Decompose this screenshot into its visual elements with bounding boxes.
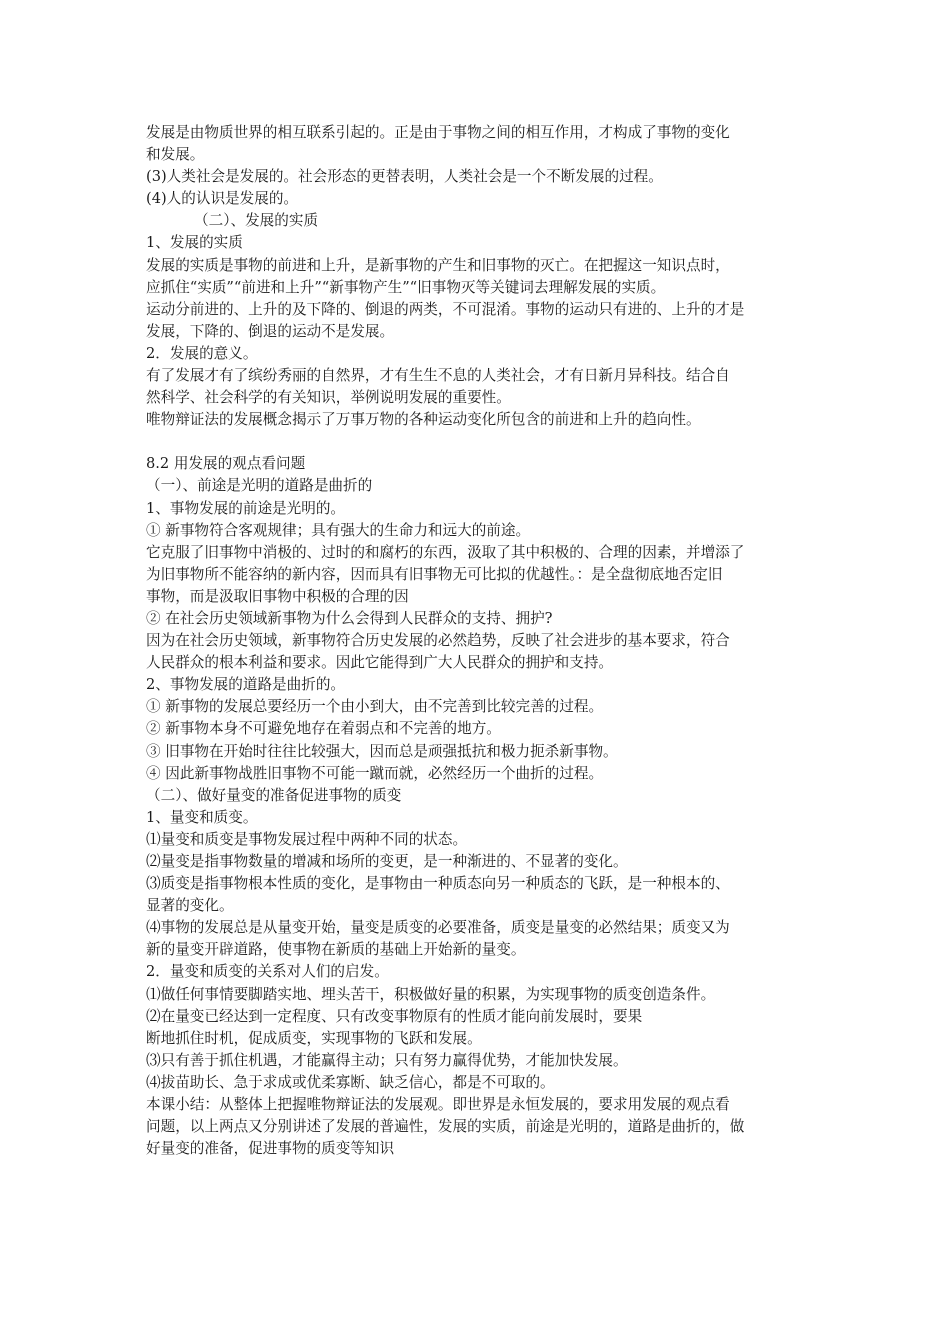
text-line: ⑵在量变已经达到一定程度、只有改变事物原有的性质才能向前发展时，要果: [146, 1007, 643, 1025]
text-line: 断地抓住时机，促成质变，实现事物的飞跃和发展。: [146, 1029, 482, 1047]
text-line: ⑴量变和质变是事物发展过程中两种不同的状态。: [146, 830, 468, 848]
text-line: 新的量变开辟道路，使事物在新质的基础上开始新的量变。: [146, 941, 526, 959]
text-line: 1、量变和质变。: [146, 808, 258, 826]
text-line: ⑷事物的发展总是从量变开始，量变是质变的必要准备，质变是量变的必然结果；质变又为: [146, 919, 730, 937]
text-line: ⑴做任何事情要脚踏实地、埋头苦干，积极做好量的积累，为实现事物的质变创造条件。: [146, 985, 716, 1003]
text-line: 人民群众的根本利益和要求。因此它能得到广大人民群众的拥护和支持。: [146, 654, 614, 672]
text-line: 因为在社会历史领域，新事物符合历史发展的必然趋势，反映了社会进步的基本要求，符合: [146, 632, 730, 650]
text-line: 2．发展的意义。: [146, 344, 258, 362]
text-line: 显著的变化。: [146, 897, 234, 915]
text-line: 运动分前进的、上升的及下降的、倒退的两类，不可混淆。事物的运动只有进的、上升的才是: [146, 300, 745, 318]
text-line: 和发展。: [146, 146, 205, 164]
text-line: 好量变的准备，促进事物的质变等知识: [146, 1140, 395, 1158]
text-line: 2、事物发展的道路是曲折的。: [146, 676, 346, 694]
text-line: 应抓住“实质”“前进和上升”“新事物产生”“旧事物灭等关键词去理解发展的实质。: [146, 278, 666, 296]
text-line: ② 新事物本身不可避免地存在着弱点和不完善的地方。: [146, 720, 501, 738]
text-line: ⑶质变是指事物根本性质的变化，是事物由一种质态向另一种质态的飞跃，是一种根本的、: [146, 875, 730, 893]
text-line: 然科学、社会科学的有关知识，举例说明发展的重要性。: [146, 389, 511, 407]
text-line: ⑵量变是指事物数量的增减和场所的变更，是一种渐进的、不显著的变化。: [146, 853, 628, 870]
text-line: (4)人的认识是发展的。: [146, 190, 299, 208]
section-heading: （二）、发展的实质: [194, 212, 319, 230]
text-line: 唯物辩证法的发展概念揭示了万事万物的各种运动变化所包含的前进和上升的趋向性。: [146, 411, 701, 429]
text-line: ③ 旧事物在开始时往往比较强大，因而总是顽强抵抗和极力扼杀新事物。: [146, 742, 618, 760]
text-line: ⑶只有善于抓住机遇，才能赢得主动；只有努力赢得优势，才能加快发展。: [146, 1051, 628, 1069]
text-line: 1、发展的实质: [146, 234, 243, 252]
text-line: 为旧事物所不能容纳的新内容，因而具有旧事物无可比拟的优越性。：是全盘彻底地否定旧: [146, 565, 723, 583]
text-line: 本课小结：从整体上把握唯物辩证法的发展观。即世界是永恒发展的，要求用发展的观点看: [146, 1096, 730, 1114]
text-line: 有了发展才有了缤纷秀丽的自然界，才有生生不息的人类社会，才有日新月异科技。结合自: [146, 367, 730, 385]
text-line: 事物，而是汲取旧事物中积极的合理的因: [146, 587, 409, 605]
text-line: (3)人类社会是发展的。社会形态的更替表明，人类社会是一个不断发展的过程。: [146, 168, 663, 186]
text-line: ① 新事物的发展总要经历一个由小到大，由不完善到比较完善的过程。: [146, 698, 604, 716]
document-body: [146, 122, 816, 1160]
text-line: 2．量变和质变的关系对人们的启发。: [146, 963, 389, 981]
text-line: 它克服了旧事物中消极的、过时的和腐朽的东西，汲取了其中积极的、合理的因素，并增添了: [146, 543, 745, 561]
text-line: 发展是由物质世界的相互联系引起的。正是由于事物之间的相互作用，才构成了事物的变化: [146, 124, 730, 141]
text-line: ④ 因此新事物战胜旧事物不可能一蹴而就，必然经历一个曲折的过程。: [146, 764, 604, 782]
section-title: 8.2 用发展的观点看问题: [146, 455, 306, 473]
text-line: 问题，以上两点又分别讲述了发展的普遍性，发展的实质，前途是光明的，道路是曲折的，做: [146, 1118, 745, 1136]
text-line: 发展的实质是事物的前进和上升，是新事物的产生和旧事物的灭亡。在把握这一知识点时，: [146, 256, 730, 274]
text-line: ② 在社会历史领域新事物为什么会得到人民群众的支持、拥护?: [146, 609, 553, 627]
section-heading: （二）、做好量变的准备促进事物的质变: [146, 786, 402, 804]
text-line: 1、事物发展的前途是光明的。: [146, 499, 346, 517]
text-line: 发展，下降的、倒退的运动不是发展。: [146, 322, 395, 340]
blank-line: [146, 431, 816, 453]
text-line: ① 新事物符合客观规律；具有强大的生命力和远大的前途。: [146, 521, 531, 539]
text-line: ⑷拔苗助长、急于求成或优柔寡断、缺乏信心，都是不可取的。: [146, 1073, 555, 1091]
section-heading: （一）、前途是光明的道路是曲折的: [146, 477, 373, 495]
